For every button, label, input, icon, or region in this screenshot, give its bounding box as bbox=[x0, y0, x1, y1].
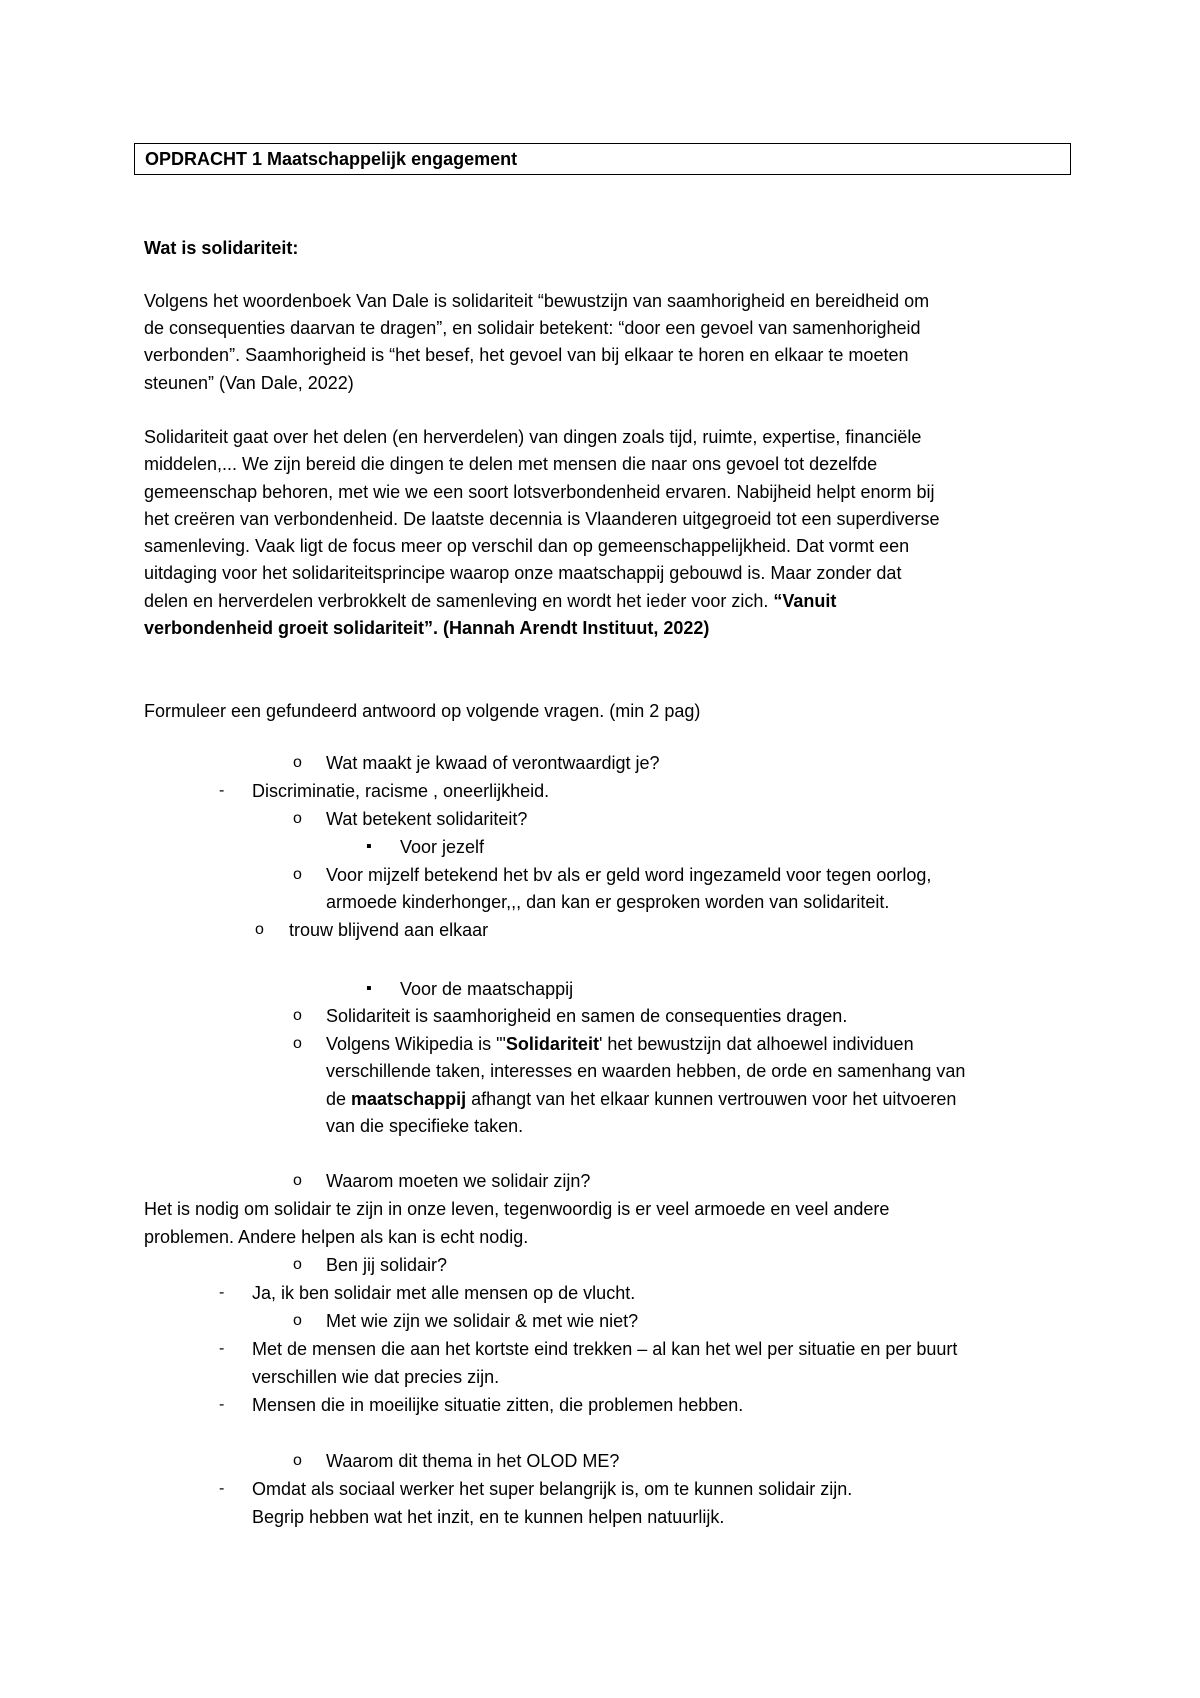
paragraph-line: steunen” (Van Dale, 2022) bbox=[144, 373, 354, 393]
answer: Begrip hebben wat het inzit, en te kunnen helpen natuurlijk. bbox=[252, 1507, 725, 1527]
circle-bullet: o bbox=[293, 1312, 302, 1329]
question: Met wie zijn we solidair & met wie niet? bbox=[326, 1311, 639, 1331]
answer-emphasis: maatschappij bbox=[351, 1089, 467, 1109]
title-box bbox=[134, 143, 1071, 175]
answer-text: de bbox=[326, 1089, 352, 1109]
answer-text: Volgens Wikipedia is "' bbox=[326, 1034, 506, 1054]
answer: Voor mijzelf betekend het bv als er geld word ingezameld voor tegen oorlog, bbox=[326, 865, 932, 885]
paragraph-text: delen en herverdelen verbrokkelt de samenleving en wordt het ieder voor zich. bbox=[144, 591, 769, 611]
circle-bullet: o bbox=[293, 1035, 302, 1052]
instruction: Formuleer een gefundeerd antwoord op volgende vragen. (min 2 pag) bbox=[144, 701, 701, 721]
circle-bullet: o bbox=[293, 866, 302, 883]
circle-bullet: o bbox=[293, 1452, 302, 1469]
circle-bullet: o bbox=[293, 1172, 302, 1189]
answer bbox=[326, 1033, 914, 1055]
dash-bullet: - bbox=[219, 782, 225, 799]
circle-bullet: o bbox=[293, 1007, 302, 1024]
answer: Mensen die in moeilijke situatie zitten, die problemen hebben. bbox=[252, 1395, 744, 1415]
dash-bullet: - bbox=[219, 1340, 225, 1357]
answer-text: ' het bewustzijn dat alhoewel individuen bbox=[598, 1034, 914, 1054]
paragraph-line: verbonden”. Saamhorigheid is “het besef, het gevoel van bij elkaar te horen en elkaar te moeten bbox=[144, 345, 909, 365]
paragraph-line: Solidariteit gaat over het delen (en herverdelen) van dingen zoals tijd, ruimte, expertise, financiële bbox=[144, 427, 922, 447]
answer: Solidariteit is saamhorigheid en samen de consequenties dragen. bbox=[326, 1006, 848, 1026]
answer: van die specifieke taken. bbox=[326, 1116, 524, 1136]
answer: Discriminatie, racisme , oneerlijkheid. bbox=[252, 781, 550, 801]
answer: problemen. Andere helpen als kan is echt nodig. bbox=[144, 1227, 529, 1247]
paragraph-line: middelen,... We zijn bereid die dingen te delen met mensen die naar ons gevoel tot dezelfde bbox=[144, 454, 878, 474]
sub-item: Voor de maatschappij bbox=[400, 979, 574, 999]
paragraph-line: Volgens het woordenboek Van Dale is solidariteit “bewustzijn van saamhorigheid en bereidheid om bbox=[144, 291, 930, 311]
quote-start: “Vanuit bbox=[773, 591, 837, 611]
answer: verschillende taken, interesses en waarden hebben, de orde en samenhang van bbox=[326, 1061, 966, 1081]
circle-bullet: o bbox=[293, 754, 302, 771]
dash-bullet: - bbox=[219, 1396, 225, 1413]
sub-item: Voor jezelf bbox=[400, 837, 485, 857]
paragraph-line: uitdaging voor het solidariteitsprincipe waarop onze maatschappij gebouwd is. Maar zonder dat bbox=[144, 563, 902, 583]
question: Waarom moeten we solidair zijn? bbox=[326, 1171, 591, 1191]
question: Ben jij solidair? bbox=[326, 1255, 448, 1275]
section-heading: Wat is solidariteit: bbox=[144, 238, 299, 258]
answer: armoede kinderhonger,,, dan kan er gesproken worden van solidariteit. bbox=[326, 892, 890, 912]
answer: Het is nodig om solidair te zijn in onze leven, tegenwoordig is er veel armoede en veel andere bbox=[144, 1199, 890, 1219]
paragraph-line: de consequenties daarvan te dragen”, en solidair betekent: “door een gevoel van samenhorigheid bbox=[144, 318, 921, 338]
answer: Omdat als sociaal werker het super belangrijk is, om te kunnen solidair zijn. bbox=[252, 1479, 853, 1499]
paragraph-line: gemeenschap behoren, met wie we een soort lotsverbondenheid ervaren. Nabijheid helpt enorm bij bbox=[144, 482, 935, 502]
circle-bullet: o bbox=[293, 1256, 302, 1273]
quote-citation: verbondenheid groeit solidariteit”. (Hannah Arendt Instituut, 2022) bbox=[144, 618, 710, 638]
document-title: OPDRACHT 1 Maatschappelijk engagement bbox=[145, 149, 518, 169]
square-bullet: ▪ bbox=[366, 838, 372, 855]
dash-bullet: - bbox=[219, 1480, 225, 1497]
question: Wat betekent solidariteit? bbox=[326, 809, 528, 829]
square-bullet: ▪ bbox=[366, 980, 372, 997]
answer: Met de mensen die aan het kortste eind trekken – al kan het wel per situatie en per buurt bbox=[252, 1339, 958, 1359]
question: Waarom dit thema in het OLOD ME? bbox=[326, 1451, 620, 1471]
paragraph-line: samenleving. Vaak ligt de focus meer op verschil dan op gemeenschappelijkheid. Dat vormt een bbox=[144, 536, 910, 556]
question: Wat maakt je kwaad of verontwaardigt je? bbox=[326, 753, 660, 773]
answer-text: afhangt van het elkaar kunnen vertrouwen voor het uitvoeren bbox=[466, 1089, 957, 1109]
paragraph-line: het creëren van verbondenheid. De laatste decennia is Vlaanderen uitgegroeid tot een superdiverse bbox=[144, 509, 940, 529]
circle-bullet: o bbox=[293, 810, 302, 827]
answer-emphasis: Solidariteit bbox=[505, 1034, 599, 1054]
dash-bullet: - bbox=[219, 1284, 225, 1301]
answer: Ja, ik ben solidair met alle mensen op de vlucht. bbox=[252, 1283, 636, 1303]
paragraph-line bbox=[144, 590, 836, 612]
circle-bullet: o bbox=[255, 921, 264, 938]
answer: trouw blijvend aan elkaar bbox=[289, 920, 489, 940]
answer bbox=[326, 1088, 956, 1110]
answer: verschillen wie dat precies zijn. bbox=[252, 1367, 500, 1387]
